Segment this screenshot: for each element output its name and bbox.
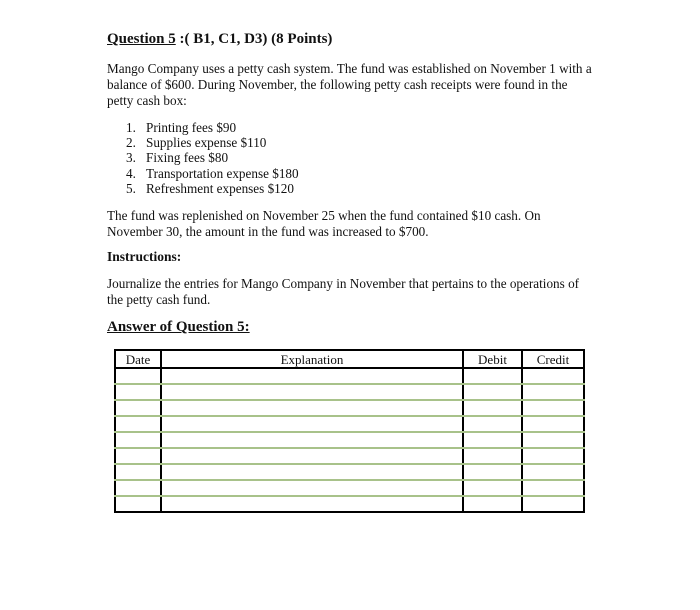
credit-cell bbox=[522, 368, 584, 384]
debit-cell bbox=[463, 400, 522, 416]
journal-row bbox=[115, 480, 584, 496]
receipt-text: Supplies expense $110 bbox=[146, 135, 267, 151]
explanation-cell bbox=[161, 496, 463, 512]
date-column-header: Date bbox=[115, 350, 161, 368]
receipt-text: Refreshment expenses $120 bbox=[146, 180, 294, 196]
debit-cell bbox=[463, 480, 522, 496]
receipt-item bbox=[126, 120, 299, 135]
debit-cell bbox=[463, 464, 522, 480]
date-cell bbox=[115, 400, 161, 416]
receipt-item bbox=[126, 150, 299, 165]
date-cell bbox=[115, 464, 161, 480]
date-cell bbox=[115, 384, 161, 400]
credit-cell bbox=[522, 400, 584, 416]
journal-header-row bbox=[115, 350, 584, 368]
receipt-text: Fixing fees $80 bbox=[146, 150, 229, 166]
date-cell bbox=[115, 416, 161, 432]
receipt-number: 2. bbox=[126, 135, 136, 151]
explanation-cell bbox=[161, 464, 463, 480]
receipt-number: 4. bbox=[126, 165, 136, 181]
explanation-cell bbox=[161, 368, 463, 384]
debit-cell bbox=[463, 432, 522, 448]
journal-row bbox=[115, 464, 584, 480]
answer-heading: Answer of Question 5: bbox=[107, 319, 250, 335]
instructions-paragraph: Journalize the entries for Mango Company in November that pertains to the operations of the petty cash fund. bbox=[107, 276, 580, 307]
explanation-column-header: Explanation bbox=[161, 350, 463, 368]
journal-row bbox=[115, 416, 584, 432]
date-cell bbox=[115, 448, 161, 464]
receipts-list bbox=[126, 120, 299, 196]
journal-row bbox=[115, 432, 584, 448]
receipt-number: 3. bbox=[126, 150, 136, 166]
explanation-cell bbox=[161, 432, 463, 448]
question-number: Question 5 bbox=[107, 31, 176, 47]
journal-row bbox=[115, 368, 584, 384]
credit-cell bbox=[522, 384, 584, 400]
journal-table bbox=[114, 349, 585, 513]
explanation-cell bbox=[161, 400, 463, 416]
receipt-item bbox=[126, 166, 299, 181]
explanation-cell bbox=[161, 416, 463, 432]
debit-cell bbox=[463, 448, 522, 464]
receipt-number: 5. bbox=[126, 180, 136, 196]
journal-row bbox=[115, 496, 584, 512]
replenish-paragraph: The fund was replenished on November 25 when the fund contained $10 cash. On November 30, the amount in the fund was increased to $700. bbox=[107, 208, 541, 239]
receipt-text: Transportation expense $180 bbox=[146, 165, 299, 181]
debit-cell bbox=[463, 496, 522, 512]
journal-row bbox=[115, 400, 584, 416]
explanation-cell bbox=[161, 448, 463, 464]
credit-cell bbox=[522, 416, 584, 432]
debit-cell bbox=[463, 416, 522, 432]
date-cell bbox=[115, 480, 161, 496]
debit-column-header: Debit bbox=[463, 350, 522, 368]
explanation-cell bbox=[161, 384, 463, 400]
credit-cell bbox=[522, 448, 584, 464]
receipt-text: Printing fees $90 bbox=[146, 120, 237, 135]
receipt-number: 1. bbox=[126, 120, 136, 135]
journal-body bbox=[115, 368, 584, 512]
date-cell bbox=[115, 496, 161, 512]
credit-cell bbox=[522, 496, 584, 512]
journal-row bbox=[115, 448, 584, 464]
credit-cell bbox=[522, 480, 584, 496]
intro-paragraph: Mango Company uses a petty cash system. The fund was established on November 1 with a balance of $600. During November, the following petty cash receipts were found in the petty cash box: bbox=[107, 61, 592, 108]
receipt-item bbox=[126, 181, 299, 196]
question-details: :( B1, C1, D3) (8 Points) bbox=[175, 31, 333, 47]
journal-row bbox=[115, 384, 584, 400]
debit-cell bbox=[463, 384, 522, 400]
credit-column-header: Credit bbox=[522, 350, 584, 368]
date-cell bbox=[115, 432, 161, 448]
instructions-heading: Instructions: bbox=[107, 249, 182, 264]
debit-cell bbox=[463, 368, 522, 384]
receipt-item bbox=[126, 135, 299, 150]
question-heading bbox=[107, 31, 332, 48]
date-cell bbox=[115, 368, 161, 384]
credit-cell bbox=[522, 432, 584, 448]
explanation-cell bbox=[161, 480, 463, 496]
credit-cell bbox=[522, 464, 584, 480]
